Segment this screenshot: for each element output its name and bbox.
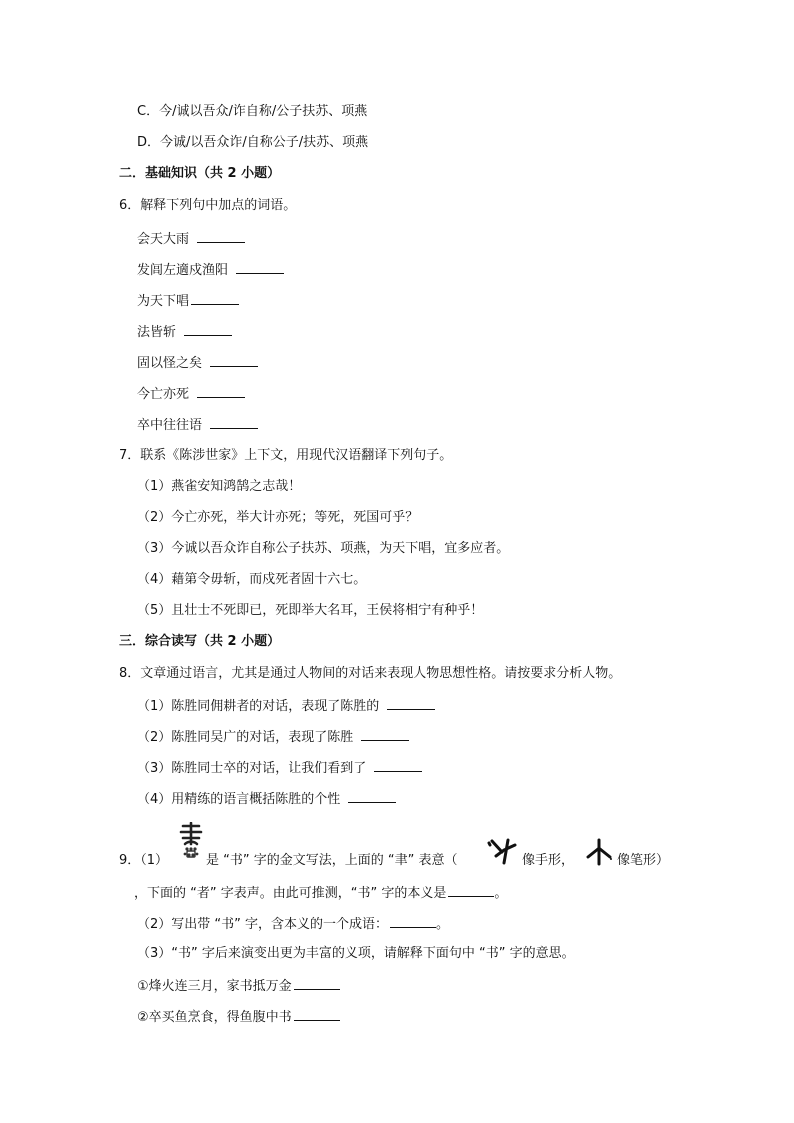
q6-item-4: 法皆斩 <box>137 322 232 342</box>
option-c: C．今/诚以吾众/诈自称/公子扶苏、项燕 <box>137 104 368 119</box>
answer-blank[interactable] <box>210 353 258 367</box>
q9-part1-text-b: 像手形， <box>522 853 575 868</box>
answer-blank[interactable] <box>374 758 422 772</box>
q8-item-4: （4）用精练的语言概括陈胜的个性 <box>137 789 396 809</box>
q9-part1-text-c: 像笔形） <box>617 853 670 868</box>
q6-item-2: 发闾左適戍渔阳 <box>137 260 284 280</box>
answer-blank[interactable] <box>448 883 494 897</box>
q6-item-3: 为天下唱 <box>137 291 239 311</box>
q7-item-2: （2）今亡亦死，举大计亦死；等死，死国可乎？ <box>137 510 419 525</box>
q8-item-1: （1）陈胜同佣耕者的对话，表现了陈胜的 <box>137 696 435 716</box>
question-8-stem: 8．文章通过语言，尤其是通过人物间的对话来表现人物思想性格。请按要求分析人物。 <box>119 666 622 681</box>
answer-blank[interactable] <box>197 229 245 243</box>
question-7-stem: 7．联系《陈涉世家》上下文，用现代汉语翻译下列句子。 <box>119 448 453 463</box>
q9-sub-1: ①烽火连三月，家书抵万金 <box>137 976 340 996</box>
answer-blank[interactable] <box>197 384 245 398</box>
question-6-stem: 6．解释下列句中加点的词语。 <box>119 198 297 213</box>
answer-blank[interactable] <box>210 415 258 429</box>
q7-item-3: （3）今诚以吾众诈自称公子扶苏、项燕，为天下唱，宜多应者。 <box>137 541 510 556</box>
answer-blank[interactable] <box>348 789 396 803</box>
section-heading-2: 二．基础知识（共 2 小题） <box>119 166 281 181</box>
q6-item-1: 会天大雨 <box>137 229 245 249</box>
q8-item-2: （2）陈胜同吴广的对话，表现了陈胜 <box>137 727 409 747</box>
hand-radical-glyph-icon <box>487 837 519 867</box>
q9-part1-line2: ，下面的 “者” 字表声。由此可推测，“书” 字的本义是 。 <box>134 883 507 903</box>
section-heading-3: 三．综合读写（共 2 小题） <box>119 634 281 649</box>
answer-blank[interactable] <box>236 260 284 274</box>
answer-blank[interactable] <box>191 291 239 305</box>
answer-blank[interactable] <box>184 322 232 336</box>
q6-item-7: 卒中往往语 <box>137 415 258 435</box>
q9-part1-text-a: 是 “书” 字的金文写法，上面的 “聿” 表意（ <box>206 853 458 868</box>
q6-item-5: 固以怪之矣 <box>137 353 258 373</box>
q9-part2: （2）写出带 “书” 字，含本义的一个成语： 。 <box>137 914 449 934</box>
jinwen-shu-glyph-icon <box>178 822 204 860</box>
answer-blank[interactable] <box>390 914 436 928</box>
q6-item-6: 今亡亦死 <box>137 384 245 404</box>
answer-blank[interactable] <box>294 976 340 990</box>
q7-item-1: （1）燕雀安知鸿鹄之志哉！ <box>137 479 302 494</box>
option-d: D．今诚/以吾众诈/自称公子/扶苏、项燕 <box>137 135 369 150</box>
q7-item-4: （4）藉第令毋斩，而戍死者固十六七。 <box>137 572 367 587</box>
brush-radical-glyph-icon <box>584 837 614 867</box>
q8-item-3: （3）陈胜同士卒的对话，让我们看到了 <box>137 758 422 778</box>
answer-blank[interactable] <box>387 696 435 710</box>
answer-blank[interactable] <box>294 1007 340 1021</box>
q9-sub-2: ②卒买鱼烹食，得鱼腹中书 <box>137 1007 340 1027</box>
q9-number: 9．（1） <box>119 853 169 868</box>
answer-blank[interactable] <box>361 727 409 741</box>
q7-item-5: （5）且壮士不死即已，死即举大名耳，王侯将相宁有种乎！ <box>137 603 484 618</box>
q9-part3: （3）“书” 字后来演变出更为丰富的义项，请解释下面句中 “书” 字的意思。 <box>137 946 575 961</box>
